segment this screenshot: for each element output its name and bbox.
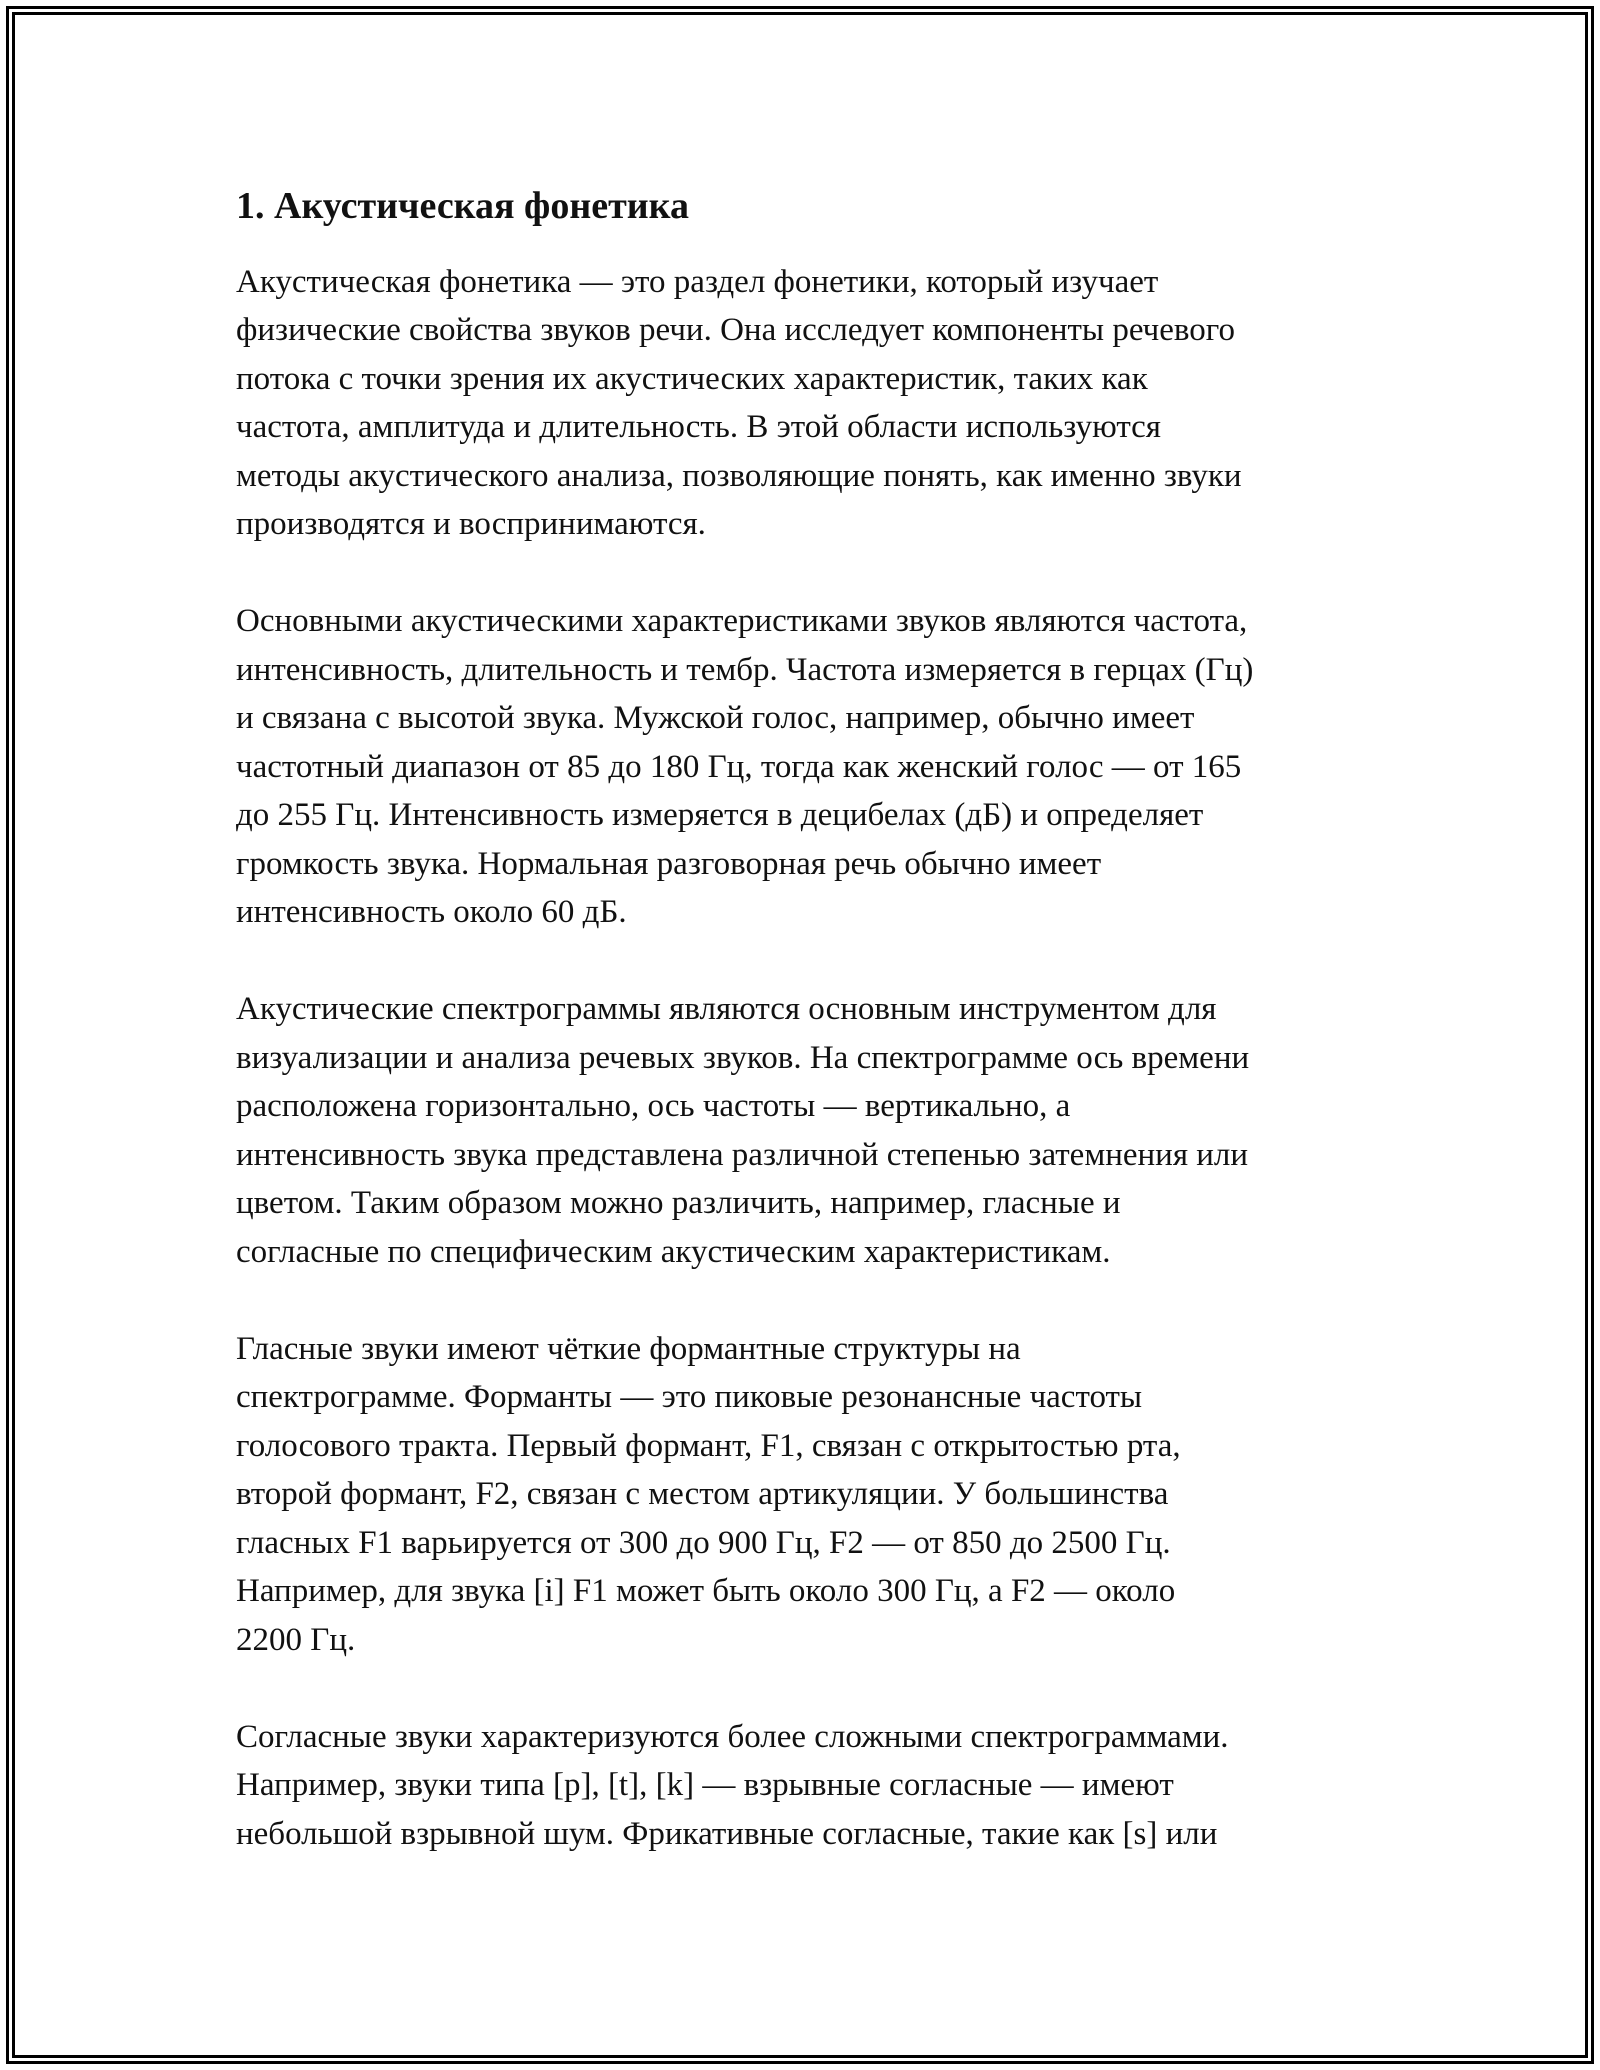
paragraph-5: Согласные звуки характеризуются более сложными спектрограммами. Например, звуки типа [p], [t], [k] — взрывные согласные — имеют небольшой взрывной шум. Фрикативные согласные, такие как [s] или (236, 1718, 1229, 1852)
paragraph-1: Акустическая фонетика — это раздел фонетики, который изучает физические свойства звуков речи. Она исследует компоненты речевого потока с точки зрения их акустических характеристик, таких как частота, амплитуда и длительность. В этой области используются методы акустического анализа, позволяющие понять, как именно звуки производятся и воспринимаются. (236, 263, 1242, 543)
paragraph-2: Основными акустическими характеристиками звуков являются частота, интенсивность, длительность и тембр. Частота измеряется в герцах (Гц) и связана с высотой звука. Мужской голос, например, обычно имеет частотный диапазон от 85 до 180 Гц, тогда как женский голос — от 165 до 255 Гц. Интенсивность измеряется в децибелах (дБ) и определяет громкость звука. Нормальная разговорная речь обычно имеет интенсивность около 60 дБ. (236, 603, 1254, 931)
paragraph-4: Гласные звуки имеют чёткие формантные структуры на спектрограмме. Форманты — это пиковые резонансные частоты голосового тракта. Первый формант, F1, связан с открытостью рта, второй формант, F2, связан с местом артикуляции. У большинства гласных F1 варьируется от 300 до 900 Гц, F2 — от 850 до 2500 Гц. Например, для звука [i] F1 может быть около 300 Гц, а F2 — около 2200 Гц. (236, 1330, 1181, 1658)
section-heading: 1. Акустическая фонетика (236, 185, 689, 227)
document-body (236, 184, 1376, 1907)
paragraph-3: Акустические спектрограммы являются основным инструментом для визуализации и анализа речевых звуков. На спектрограмме ось времени расположена горизонтально, ось частоты — вертикально, а интенсивность звука представлена различной степенью затемнения или цветом. Таким образом можно различить, например, гласные и согласные по специфическим акустическим характеристикам. (236, 991, 1250, 1270)
